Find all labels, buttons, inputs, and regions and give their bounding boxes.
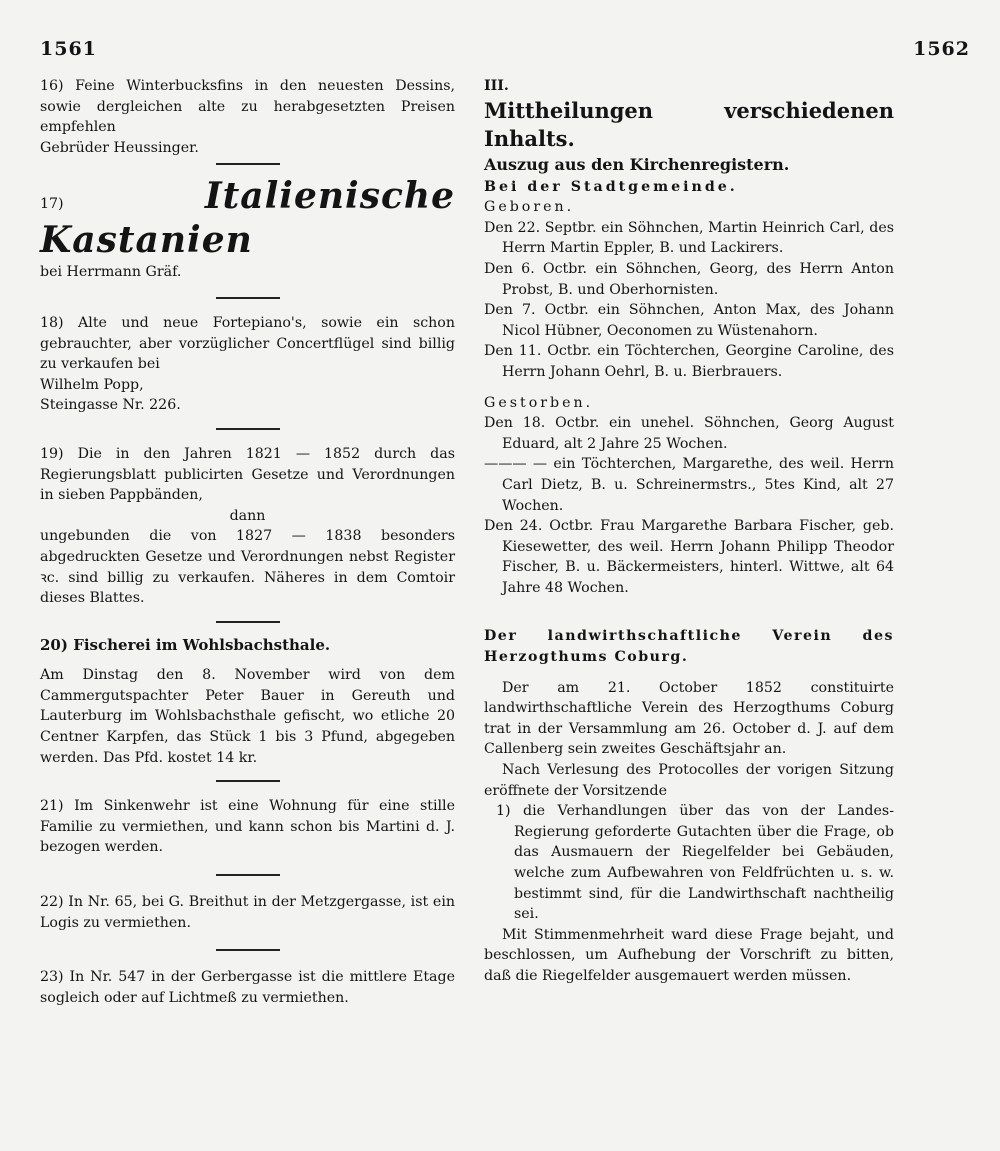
- ad-17-number: 17): [40, 196, 64, 213]
- section-number: III.: [484, 78, 509, 94]
- ad-17-title-line: [40, 174, 455, 262]
- ad-20-heading: 20) Fischerei im Wohlsbachsthale.: [40, 635, 331, 654]
- ad-18-signature-address: Steingasse Nr. 226.: [40, 397, 181, 414]
- born-heading: Geboren.: [484, 199, 575, 216]
- left-column: [40, 76, 455, 1008]
- died-heading: Gestorben.: [484, 394, 594, 411]
- right-column: [484, 76, 894, 987]
- ad-18-signature-name: Wilhelm Popp,: [40, 376, 144, 393]
- ad-17-by: bei Herrmann Gräf.: [40, 264, 182, 281]
- divider: [216, 428, 280, 430]
- divider: [216, 163, 280, 165]
- page-number-left: 1561: [40, 38, 97, 60]
- divider: [216, 621, 280, 623]
- divider: [216, 949, 280, 951]
- died-entry: ——— — ein Töchterchen, Margarethe, des weil. Herrn Carl Dietz, B. u. Schreinermstrs., 5tes Kind, alt 27 Wochen.: [484, 456, 894, 514]
- ad-20-text: Am Dinstag den 8. November wird von dem Cammergutspachter Peter Bauer in Gereuth und Lauterburg im Wohlsbachsthale gefischt, wo etliche 20 Centner Karpfen, das Stück 1 bis 3 Pfund, abgegeben werden. Das Pfd. kostet 14 kr.: [40, 667, 455, 766]
- verein-heading: Der landwirthschaftliche Verein des Herzogthums Coburg.: [484, 628, 894, 666]
- divider: [216, 780, 280, 782]
- born-entry: Den 6. Octbr. ein Söhnchen, Georg, des Herrn Anton Probst, B. und Oberhornisten.: [484, 260, 894, 298]
- verein-paragraph-3: Mit Stimmenmehrheit ward diese Frage bejaht, und beschlossen, um Aufhebung der Vorschrift zu bitten, daß die Riegelfelder ausgemauert werden müssen.: [484, 926, 894, 984]
- verein-paragraph-1: Der am 21. October 1852 constituirte landwirthschaftliche Verein des Herzogthums Coburg trat in der Versammlung am 26. October d. J. auf dem Callenberg sein zweites Geschäftsjahr an.: [484, 679, 894, 758]
- born-entry: Den 22. Septbr. ein Söhnchen, Martin Heinrich Carl, des Herrn Martin Eppler, B. und Lackirers.: [484, 219, 894, 257]
- ad-16-text: 16) Feine Winterbucksfins in den neuesten Dessins, sowie dergleichen alte zu herabgesetzten Preisen empfehlen: [40, 78, 455, 136]
- divider: [216, 297, 280, 299]
- born-entry: Den 11. Octbr. ein Töchterchen, Georgine Caroline, des Herrn Johann Oehrl, B. u. Bierbrauers.: [484, 343, 894, 380]
- verein-item-1: 1) die Verhandlungen über das von der Landes-Regierung geforderte Gutachten über die Frage, ob das Ausmauern der Riegelfelder bei Gebäuden, welche zum Aufbewahren von Feldfrüchten u. s. w. bestimmt sind, für die Landwirthschaft nachtheilig sei.: [496, 803, 894, 923]
- ad-16-signature: Gebrüder Heussinger.: [40, 139, 199, 156]
- ad-17-title: Italienische Kastanien: [40, 175, 455, 262]
- section-title: Mittheilungen verschiedenen Inhalts.: [484, 97, 894, 151]
- divider: [216, 874, 280, 876]
- ad-19-dann: dann: [229, 507, 266, 524]
- born-entry: Den 7. Octbr. ein Söhnchen, Anton Max, des Johann Nicol Hübner, Oeconomen zu Wüstenahorn.: [484, 302, 894, 339]
- ad-22-text: 22) In Nr. 65, bei G. Breithut in der Metzgergasse, ist ein Logis zu vermiethen.: [40, 894, 455, 931]
- parish-heading: Bei der Stadtgemeinde.: [484, 178, 738, 195]
- ad-19-text-2: ungebunden die von 1827 — 1838 besonders abgedruckten Gesetze und Verordnungen nebst Register ꝛc. sind billig zu verkaufen. Näheres in dem Comtoir dieses Blattes.: [40, 528, 455, 607]
- subtitle: Auszug aus den Kirchenregistern.: [484, 154, 790, 174]
- ad-21-text: 21) Im Sinkenwehr ist eine Wohnung für eine stille Familie zu vermiethen, und kann schon bis Martini d. J. bezogen werden.: [40, 798, 455, 856]
- died-entry: Den 24. Octbr. Frau Margarethe Barbara Fischer, geb. Kiesewetter, des weil. Herrn Johann Philipp Theodor Fischer, B. u. Bäckermeisters, hinterl. Wittwe, alt 64 Jahre 48 Wochen.: [484, 518, 894, 596]
- page-number-right: 1562: [913, 38, 970, 60]
- ad-19-text-1: 19) Die in den Jahren 1821 — 1852 durch das Regierungsblatt publicirten Gesetze und Verordnungen in sieben Pappbänden,: [40, 445, 455, 504]
- verein-paragraph-2: Nach Verlesung des Protocolles der vorigen Sitzung eröffnete der Vorsitzende: [484, 762, 894, 799]
- ad-18-text: 18) Alte und neue Fortepiano's, sowie ein schon gebrauchter, aber vorzüglicher Concertflügel sind billig zu verkaufen bei: [40, 314, 455, 373]
- ad-23-text: 23) In Nr. 547 in der Gerbergasse ist die mittlere Etage sogleich oder auf Lichtmeß zu vermiethen.: [40, 969, 455, 1006]
- died-entry: Den 18. Octbr. ein unehel. Söhnchen, Georg August Eduard, alt 2 Jahre 25 Wochen.: [484, 415, 894, 452]
